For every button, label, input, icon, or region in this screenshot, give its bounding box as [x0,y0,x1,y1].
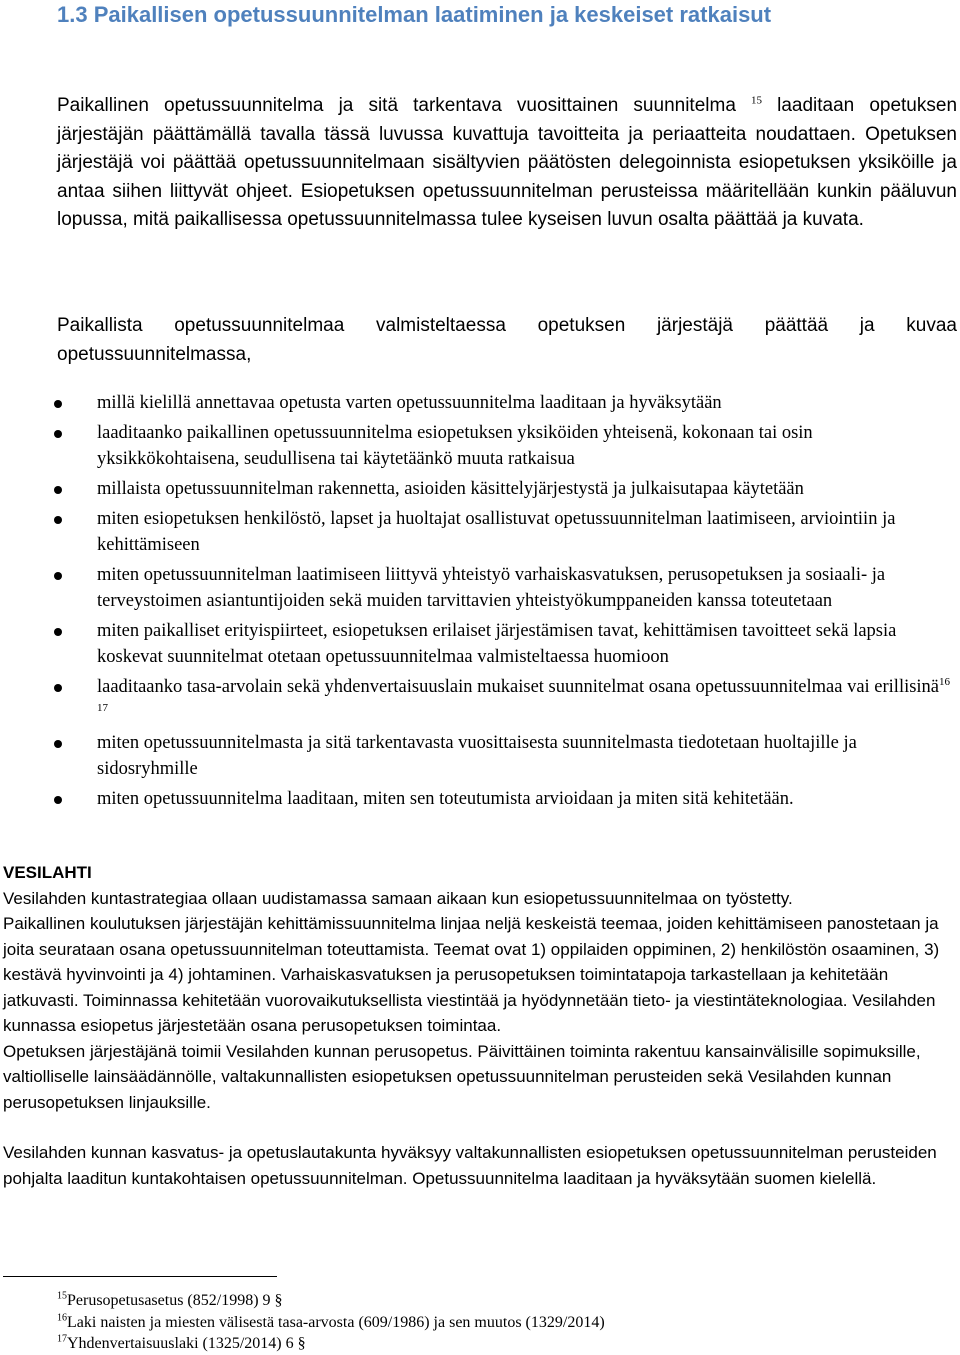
footnote-item [57,1290,937,1312]
vesilahti-paragraph: Paikallinen koulutuksen järjestäjän kehittämissuunnitelma linjaa neljä keskeistä teemaa, joiden kehittämiseen panostetaan ja joita seurataan osana opetussuunnitelman toteuttamista. Teemat ovat 1) oppilaiden oppiminen, 2) henkilöstön osaaminen, 3) kestävä hyvinvointi ja 4) johtaminen. Varhaiskasvatuksen ja perusopetuksen toimintatapoja tarkastellaan ja kehitetään jatkuvasti. Toiminnassa kehitetään vuorovaikutuksellista viestintää ja hyödynnetään tieto- ja viestintäteknologiaa. Vesilahden kunnassa esiopetus järjestetään osana perusopetuksen toimintaa. [3,914,940,1035]
bullet-icon [54,572,62,580]
list-item-text: miten opetussuunnitelman laatimiseen liittyvä yhteistyö varhaiskasvatuksen, perusopetuksen ja sosiaali- ja terveystoimen asiantuntijoiden sekä muiden tarvittavien yhteistyökumppaneiden kanssa toteutetaan [97,565,886,611]
bullet-icon [54,796,62,804]
vesilahti-paragraph: Vesilahden kunnan kasvatus- ja opetuslautakunta hyväksyy valtakunnallisten esiopetuksen opetussuunnitelman perusteiden pohjalta laaditun kuntakohtaisen opetussuunnitelman. Opetussuunnitelma laaditaan ja hyväksytään suomen kielellä. [3,1143,937,1188]
footnote-text: Laki naisten ja miesten välisestä tasa-arvosta (609/1986) ja sen muutos (1329/2014) [67,1313,605,1331]
footnote-text: Yhdenvertaisuuslaki (1325/2014) 6 § [67,1335,306,1352]
list-item-text: laaditaanko paikallinen opetussuunnitelma esiopetuksen yksiköiden yhteisenä, kokonaan tai osin yksikkökohtaisena, seudullisena tai käytetäänkö muuta ratkaisua [97,423,813,469]
bullet-icon [54,430,62,438]
list-item-text: miten opetussuunnitelma laaditaan, miten sen toteutumista arvioidaan ja miten sitä kehitetään. [97,789,794,809]
list-item-text: millaista opetussuunnitelman rakennetta, asioiden käsittelyjärjestystä ja julkaisutapaa käytetään [97,479,804,499]
footnote-text: Perusopetusasetus (852/1998) 9 § [67,1292,283,1309]
vesilahti-paragraph: Vesilahden kuntastrategiaa ollaan uudistamassa samaan aikaan kun esiopetussuunnitelmaa on työstetty. [3,888,793,908]
list-item [57,506,957,558]
bullet-icon [54,628,62,636]
list-item [57,562,957,614]
footnote-ref-15[interactable]: 15 [751,94,762,107]
vesilahti-paragraph: Opetuksen järjestäjänä toimii Vesilahden kunnan perusopetus. Päivittäinen toiminta rakentuu kansainvälisille sopimuksille, valtiolliselle lainsäädännölle, valtakunnallisten esiopetuksen opetussuunnitelman perusteiden sekä Vesilahden kunnan perusopetuksen linjauksille. [3,1041,921,1112]
list-item [57,476,957,502]
footnote-number: 17 [57,1333,67,1345]
vesilahti-section [3,860,958,1191]
list-item [57,786,957,812]
lead-paragraph: Paikallista opetussuunnitelmaa valmisteltaessa opetuksen järjestäjä päättää ja kuvaa opetussuunnitelmassa, [57,315,957,365]
bullet-icon [54,400,62,408]
footnote-item [57,1312,937,1334]
bullet-icon [54,516,62,524]
footnote-separator [3,1276,277,1277]
list-item-text: miten esiopetuksen henkilöstö, lapset ja huoltajat osallistuvat opetussuunnitelman laatimiseen, arviointiin ja kehittämiseen [97,509,896,555]
footnote-number: 16 [57,1312,67,1324]
list-item [57,618,957,670]
footnotes [57,1290,937,1355]
intro-text-rest: laaditaan opetuksen järjestäjän päättämällä tavalla tässä luvussa kuvattuja tavoitteita ja periaatteita noudattaen. Opetuksen järjestäjä voi päättää opetussuunnitelmaan sisältyvien päätösten delegoinnista esiopetuksen yksiköille ja antaa siihen liittyvät ohjeet. Esiopetuksen opetussuunnitelman perusteissa määritellään kunkin pääluvun lopussa, mitä paikallisessa opetussuunnitelmassa tulee kyseisen luvun osalta päättää ja kuvata. [57,95,958,230]
footnote-number: 15 [57,1290,67,1302]
intro-text-start: Paikallinen opetussuunnitelma ja sitä tarkentava vuosittainen suunnitelma [57,95,736,116]
list-item [57,730,957,782]
bullet-icon [54,740,62,748]
list-item [57,390,957,416]
paragraph-spacer [3,1115,958,1140]
bullet-icon [54,684,62,692]
list-item [57,674,957,726]
section-heading: 1.3 Paikallisen opetussuunnitelman laatiminen ja keskeiset ratkaisut [57,2,772,27]
list-item [57,420,957,472]
bullet-icon [54,486,62,494]
vesilahti-title: VESILAHTI [3,863,92,882]
decision-list [57,390,957,816]
footnote-item [57,1333,937,1355]
list-item-text: millä kielillä annettavaa opetusta varten opetussuunnitelma laaditaan ja hyväksytään [97,393,722,413]
intro-paragraph [57,92,957,235]
footnote-ref-16-17[interactable]: 16 17 [97,675,951,714]
list-item-text: laaditaanko tasa-arvolain sekä yhdenvertaisuuslain mukaiset suunnitelmat osana opetussuunnitelmaa vai erillisinä [97,677,940,697]
list-item-text: miten opetussuunnitelmasta ja sitä tarkentavasta vuosittaisesta suunnitelmasta tiedotetaan huoltajille ja sidosryhmille [97,733,857,779]
list-item-text: miten paikalliset erityispiirteet, esiopetuksen erilaiset järjestämisen tavat, kehittämisen tavoitteet sekä lapsia koskevat suunnitelmat otetaan opetussuunnitelmaa valmisteltaessa huomioon [97,621,897,667]
